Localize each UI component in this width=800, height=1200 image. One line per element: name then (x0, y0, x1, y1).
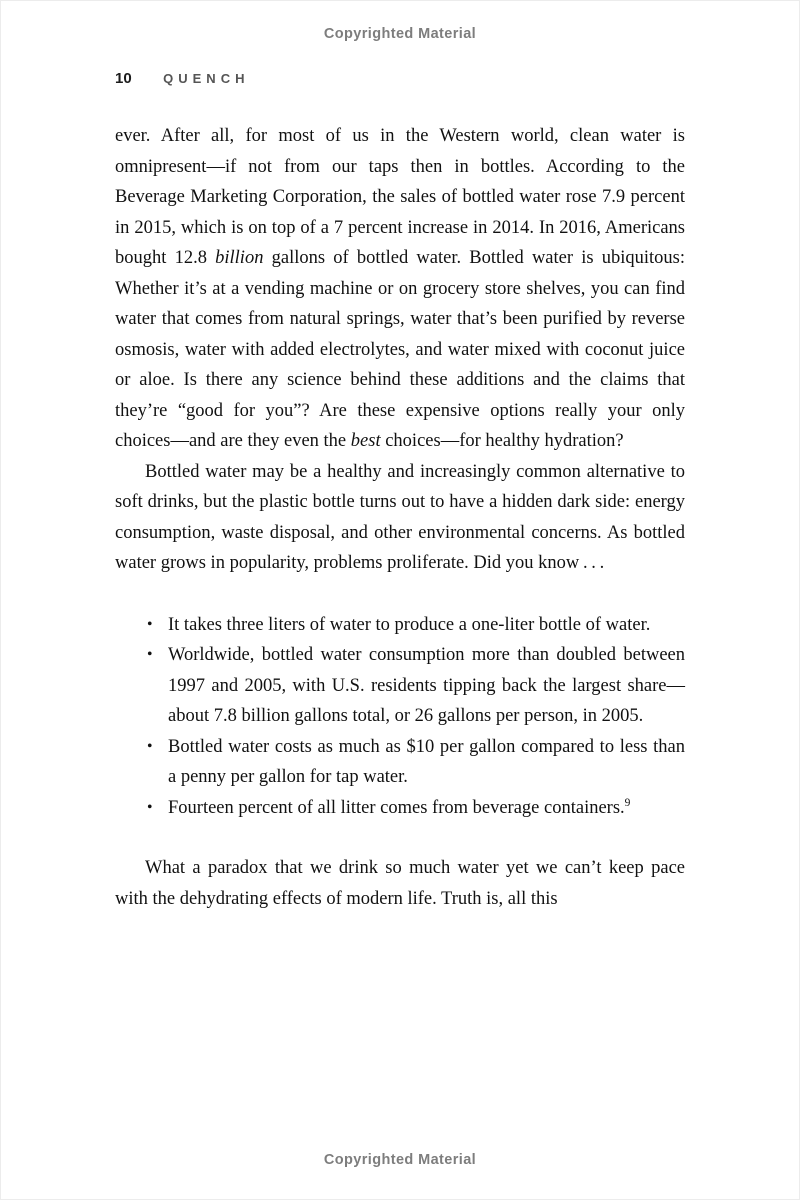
body-text (115, 121, 685, 914)
bullet-list (115, 610, 685, 824)
text-segment: It takes three liters of water to produce a one-liter bottle of water. (168, 614, 651, 635)
page-number: 10 (115, 70, 132, 87)
copyright-notice-top: Copyrighted Material (323, 26, 477, 42)
page-header (115, 70, 249, 88)
text-segment: gallons of bottled water. Bottled water is ubiquitous: Whether it’s at a vending machine or on grocery store shelves, you can find water that comes from natural springs, water that’s been purified by reverse osmosis, water with added electrolytes, and water mixed with coconut juice or aloe. Is there any science behind these additions and the claims that they’re “good for you”? Are these expensive options really your only choices—and are they even the (115, 248, 685, 451)
bullet-item (168, 793, 685, 824)
body-paragraph (115, 853, 685, 914)
body-paragraph (115, 457, 685, 579)
text-segment: Worldwide, bottled water consumption more than doubled between 1997 and 2005, with U.S. residents tipping back the largest share—about 7.8 billion gallons total, or 26 gallons per person, in 2005. (168, 645, 685, 726)
text-segment: Bottled water costs as much as $10 per gallon compared to less than a penny per gallon for tap water. (168, 736, 685, 787)
text-segment: Bottled water may be a healthy and increasingly common alternative to soft drinks, but the plastic bottle turns out to have a hidden dark side: energy consumption, waste disposal, and other environmental concerns. As bottled water grows in popularity, problems proliferate. Did you know . . . (115, 461, 685, 573)
paragraphs-top (115, 121, 685, 579)
endnote-reference: 9 (624, 796, 631, 809)
copyright-notice-bottom: Copyrighted Material (323, 1152, 477, 1168)
italic-text: best (350, 431, 381, 451)
italic-text: billion (215, 248, 264, 268)
bullet-item (168, 732, 685, 793)
bullet-item (168, 640, 685, 732)
paragraphs-bottom (115, 853, 685, 914)
text-segment: Fourteen percent of all litter comes from beverage containers. (168, 797, 625, 818)
text-segment: choices—for healthy hydration? (380, 431, 624, 451)
text-segment: What a paradox that we drink so much water yet we can’t keep pace with the dehydrating effects of modern life. Truth is, all this (115, 858, 685, 909)
book-title: QUENCH (163, 71, 250, 86)
bullet-item (168, 610, 685, 641)
text-segment: ever. After all, for most of us in the Western world, clean water is omnipresent—if not from our taps then in bottles. According to the Beverage Marketing Corporation, the sales of bottled water rose 7.9 percent in 2015, which is on top of a 7 percent increase in 2014. In 2016, Americans bought 12.8 (115, 126, 685, 268)
body-paragraph (115, 121, 685, 457)
